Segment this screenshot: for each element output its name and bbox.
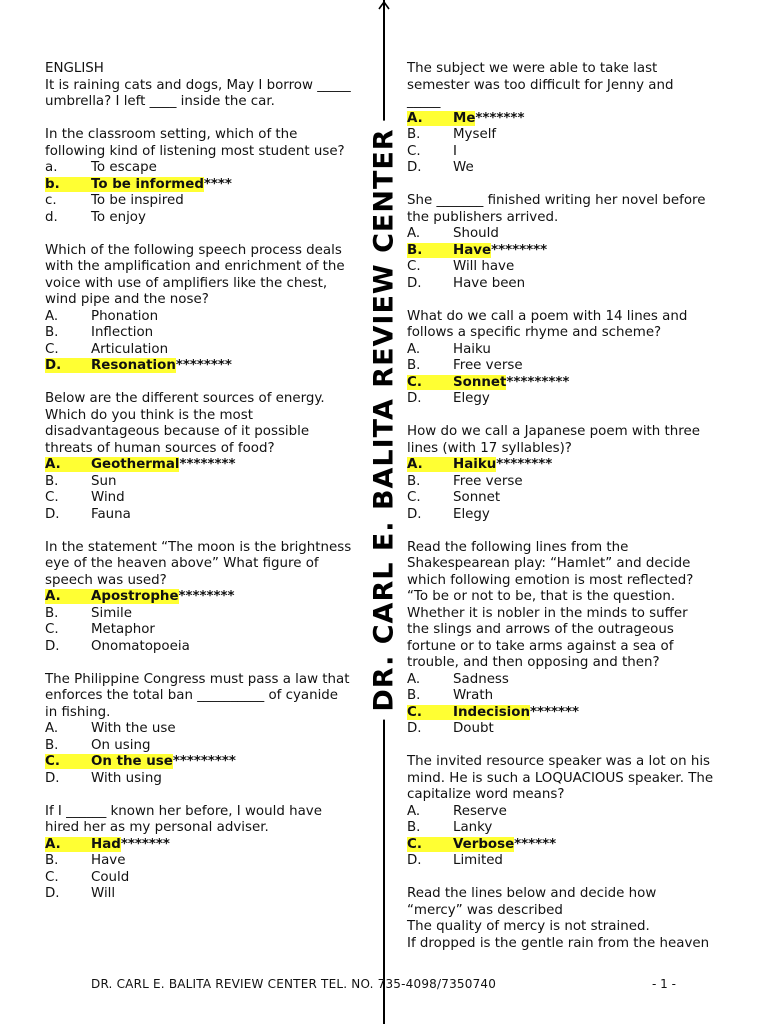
question-block [407, 61, 727, 177]
answer-option [45, 721, 365, 738]
answer-option [45, 193, 365, 210]
option-text: Free verse [453, 358, 523, 373]
question-text: Shakespearean play: “Hamlet” and decide [407, 556, 691, 571]
option-letter: C. [45, 622, 59, 637]
option-text: Articulation [91, 341, 169, 357]
answer-option [407, 127, 727, 144]
question-text: which following emotion is most reflected? [407, 572, 694, 588]
question-block [407, 540, 727, 738]
answer-stars: ******* [120, 836, 170, 852]
question-block [45, 672, 365, 788]
answer-option [407, 226, 727, 243]
answer-option-correct [407, 375, 727, 392]
question-block [45, 540, 365, 656]
answer-stars: ******** [496, 457, 553, 472]
option-text: Should [453, 226, 499, 241]
question-text: “To be or not to be, that is the question. [407, 589, 676, 604]
question-text: in fishing. [45, 704, 111, 720]
answer-option-correct [45, 358, 365, 375]
option-letter: D. [407, 275, 422, 291]
answer-option-correct [407, 457, 727, 474]
option-text: With the use [91, 721, 176, 736]
option-text: Sadness [453, 671, 509, 687]
answer-option [407, 160, 727, 177]
answer-option-correct [45, 837, 365, 854]
option-text: Sonnet [453, 490, 501, 505]
answer-option-correct [407, 111, 727, 128]
question-block [45, 804, 365, 903]
option-letter: B. [45, 737, 59, 753]
option-letter: B. [407, 820, 421, 835]
option-text: Fauna [91, 506, 131, 522]
answer-option [45, 160, 365, 177]
option-letter: b. [45, 176, 60, 192]
answer-stars: ******** [179, 457, 236, 472]
option-text: Verbose [453, 836, 515, 852]
question-text: The quality of mercy is not strained. [407, 919, 650, 934]
option-text: Will have [453, 259, 515, 274]
option-text: Had [91, 836, 121, 852]
option-letter: D. [407, 506, 422, 522]
option-text: Inflection [91, 325, 154, 340]
question-text: threats of human sources of food? [45, 440, 275, 456]
option-text: With using [91, 770, 162, 786]
question-text: If I ______ known her before, I would have [45, 803, 322, 819]
answer-option [407, 490, 727, 507]
answer-option [45, 771, 365, 788]
option-text: Resonation [91, 358, 176, 373]
option-letter: C. [407, 374, 422, 390]
option-text: Could [91, 869, 130, 885]
question-text: Which do you think is the most [45, 407, 253, 423]
question-text: The Philippine Congress must pass a law that [45, 671, 350, 687]
answer-stars: ******* [530, 704, 580, 720]
option-letter: B. [45, 605, 59, 621]
question-text: Below are the different sources of energy. [45, 391, 325, 406]
answer-option-correct [407, 243, 727, 260]
option-text: Will [91, 886, 116, 901]
option-text: Have [453, 242, 492, 258]
page-number: - 1 - [652, 977, 676, 991]
answer-option [45, 309, 365, 326]
question-text: semester was too difficult for Jenny and [407, 77, 674, 93]
question-text: Which of the following speech process deals [45, 242, 342, 258]
option-letter: C. [407, 259, 421, 274]
option-letter: d. [45, 209, 58, 225]
option-text: To enjoy [91, 209, 146, 225]
question-text: enforces the total ban __________ of cyanide [45, 688, 339, 703]
question-text: She _______ finished writing her novel before [407, 193, 706, 208]
question-block [45, 61, 365, 111]
option-letter: D. [407, 853, 422, 868]
option-letter: A. [45, 721, 59, 736]
option-letter: D. [45, 886, 60, 901]
watermark-text: DR. CARL E. BALITA REVIEW CENTER [369, 120, 400, 719]
answer-option [45, 210, 365, 227]
right-column [407, 61, 727, 969]
question-text: It is raining cats and dogs, May I borrow _____ [45, 77, 351, 93]
option-letter: B. [407, 688, 421, 703]
option-letter: A. [45, 308, 59, 324]
answer-stars: ******* [475, 110, 525, 126]
question-block [407, 309, 727, 408]
question-text: following kind of listening most student use? [45, 143, 345, 159]
option-letter: A. [407, 226, 421, 241]
option-text: Geothermal [91, 457, 180, 472]
option-letter: C. [407, 490, 421, 505]
answer-option [45, 490, 365, 507]
option-text: Indecision [453, 704, 531, 720]
answer-option [407, 672, 727, 689]
question-text: The subject we were able to take last [407, 61, 658, 76]
answer-option-correct [45, 589, 365, 606]
option-text: Have [91, 853, 126, 868]
question-text: the slings and arrows of the outrageous [407, 622, 674, 637]
answer-option [45, 507, 365, 524]
question-text: speech was used? [45, 572, 167, 588]
question-text: ENGLISH [45, 61, 104, 76]
question-text: What do we call a poem with 14 lines and [407, 308, 688, 324]
option-letter: C. [407, 704, 422, 720]
question-block [407, 424, 727, 523]
option-text: Wrath [453, 688, 494, 703]
question-text: “mercy” was described [407, 902, 563, 918]
answer-option [45, 738, 365, 755]
answer-option [407, 259, 727, 276]
answer-stars: ******** [491, 242, 548, 258]
option-text: We [453, 160, 474, 175]
option-letter: B. [45, 853, 59, 868]
answer-option [407, 688, 727, 705]
option-text: Onomatopoeia [91, 638, 190, 654]
option-text: Free verse [453, 473, 523, 489]
option-letter: D. [45, 358, 62, 373]
answer-option-correct [45, 754, 365, 771]
option-text: Apostrophe [91, 589, 179, 604]
option-letter: A. [407, 341, 421, 357]
option-letter: D. [45, 770, 60, 786]
question-text: Whether it is nobler in the minds to suffer [407, 605, 688, 621]
question-block [407, 886, 727, 952]
option-text: I [453, 143, 457, 159]
answer-option [45, 886, 365, 903]
question-text: _____ [407, 94, 441, 109]
left-column [45, 61, 365, 919]
option-text: Limited [453, 853, 503, 868]
question-text: the publishers arrived. [407, 209, 559, 225]
answer-option [407, 391, 727, 408]
question-text: umbrella? I left ____ inside the car. [45, 94, 275, 109]
option-letter: A. [45, 589, 61, 604]
option-letter: D. [407, 721, 422, 736]
answer-stars: ****** [514, 836, 557, 852]
question-block [407, 193, 727, 292]
question-text: follows a specific rhyme and scheme? [407, 325, 662, 340]
question-text: voice with use of amplifiers like the chest, [45, 275, 328, 291]
question-text: disadvantageous because of it possible [45, 424, 310, 439]
option-letter: D. [407, 391, 422, 406]
question-text: Read the following lines from the [407, 539, 629, 555]
answer-stars: **** [203, 176, 232, 192]
answer-option-correct [45, 457, 365, 474]
option-text: On the use [91, 754, 173, 769]
answer-option [45, 853, 365, 870]
option-letter: D. [45, 638, 60, 654]
option-text: Me [453, 110, 476, 126]
option-letter: A. [45, 457, 61, 472]
option-letter: C. [45, 869, 59, 885]
option-text: Phonation [91, 308, 159, 324]
answer-option [45, 325, 365, 342]
answer-stars: ********* [172, 754, 236, 769]
question-text: wind pipe and the nose? [45, 292, 209, 307]
option-text: Sonnet [453, 374, 507, 390]
answer-option-correct [45, 177, 365, 194]
option-letter: B. [407, 358, 421, 373]
option-letter: B. [407, 127, 421, 142]
option-letter: C. [407, 836, 422, 852]
option-letter: B. [45, 325, 59, 340]
answer-option [45, 606, 365, 623]
option-text: Simile [91, 605, 132, 621]
answer-option [45, 474, 365, 491]
option-letter: D. [407, 160, 422, 175]
question-text: The invited resource speaker was a lot on his [407, 754, 711, 769]
answer-option [45, 870, 365, 887]
option-text: Reserve [453, 803, 507, 819]
option-letter: A. [45, 836, 61, 852]
option-text: Haiku [453, 341, 491, 357]
option-letter: c. [45, 193, 57, 208]
question-text: hired her as my personal adviser. [45, 820, 269, 835]
option-text: Haiku [453, 457, 497, 472]
question-text: eye of the heaven above” What figure of [45, 556, 319, 571]
option-text: Metaphor [91, 622, 155, 637]
answer-option [407, 474, 727, 491]
option-letter: A. [407, 110, 423, 126]
question-text: lines (with 17 syllables)? [407, 440, 572, 456]
option-letter: C. [45, 490, 59, 505]
answer-option [45, 342, 365, 359]
answer-stars: ******** [175, 358, 232, 373]
option-letter: A. [407, 803, 421, 819]
answer-option [407, 853, 727, 870]
question-block [45, 243, 365, 375]
option-text: To be informed [91, 176, 204, 192]
question-block [407, 754, 727, 870]
answer-stars: ******** [178, 589, 235, 604]
answer-option [45, 639, 365, 656]
question-text: In the statement “The moon is the brightness [45, 539, 352, 555]
question-text: with the amplification and enrichment of the [45, 259, 345, 274]
question-text: Read the lines below and decide how [407, 886, 657, 901]
option-text: Elegy [453, 391, 490, 406]
option-text: Have been [453, 275, 526, 291]
question-text: In the classroom setting, which of the [45, 127, 298, 142]
answer-option [407, 358, 727, 375]
arrow-up-icon [377, 0, 391, 14]
option-text: Lanky [453, 820, 493, 835]
answer-option [407, 276, 727, 293]
option-letter: C. [407, 143, 421, 159]
option-letter: C. [45, 341, 59, 357]
option-letter: B. [45, 473, 59, 489]
option-letter: A. [407, 457, 423, 472]
question-text: If dropped is the gentle rain from the heaven [407, 935, 710, 951]
option-letter: B. [407, 473, 421, 489]
option-text: Sun [91, 473, 117, 489]
option-text: To be inspired [91, 193, 184, 208]
answer-option [407, 342, 727, 359]
option-text: On using [91, 737, 151, 753]
question-text: trouble, and then opposing and then? [407, 655, 660, 670]
question-text: fortune or to take arms against a sea of [407, 638, 674, 654]
question-block [45, 127, 365, 226]
option-text: Myself [453, 127, 497, 142]
question-block [45, 391, 365, 523]
answer-option [45, 622, 365, 639]
answer-option-correct [407, 705, 727, 722]
answer-option [407, 144, 727, 161]
option-text: Elegy [453, 506, 490, 522]
option-letter: D. [45, 506, 60, 522]
option-letter: C. [45, 754, 60, 769]
question-text: How do we call a Japanese poem with three [407, 424, 700, 439]
option-letter: a. [45, 160, 58, 175]
answer-option-correct [407, 837, 727, 854]
option-letter: B. [407, 242, 423, 258]
option-text: Wind [91, 490, 125, 505]
answer-option [407, 721, 727, 738]
answer-stars: ********* [506, 374, 570, 390]
option-text: Doubt [453, 721, 494, 736]
answer-option [407, 507, 727, 524]
question-text: capitalize word means? [407, 787, 565, 802]
answer-option [407, 820, 727, 837]
footer: DR. CARL E. BALITA REVIEW CENTER TEL. NO. 735-4098/7350740 [91, 977, 497, 991]
answer-option [407, 804, 727, 821]
option-text: To escape [91, 160, 157, 175]
question-text: mind. He is such a LOQUACIOUS speaker. The [407, 770, 714, 786]
option-letter: A. [407, 671, 421, 687]
